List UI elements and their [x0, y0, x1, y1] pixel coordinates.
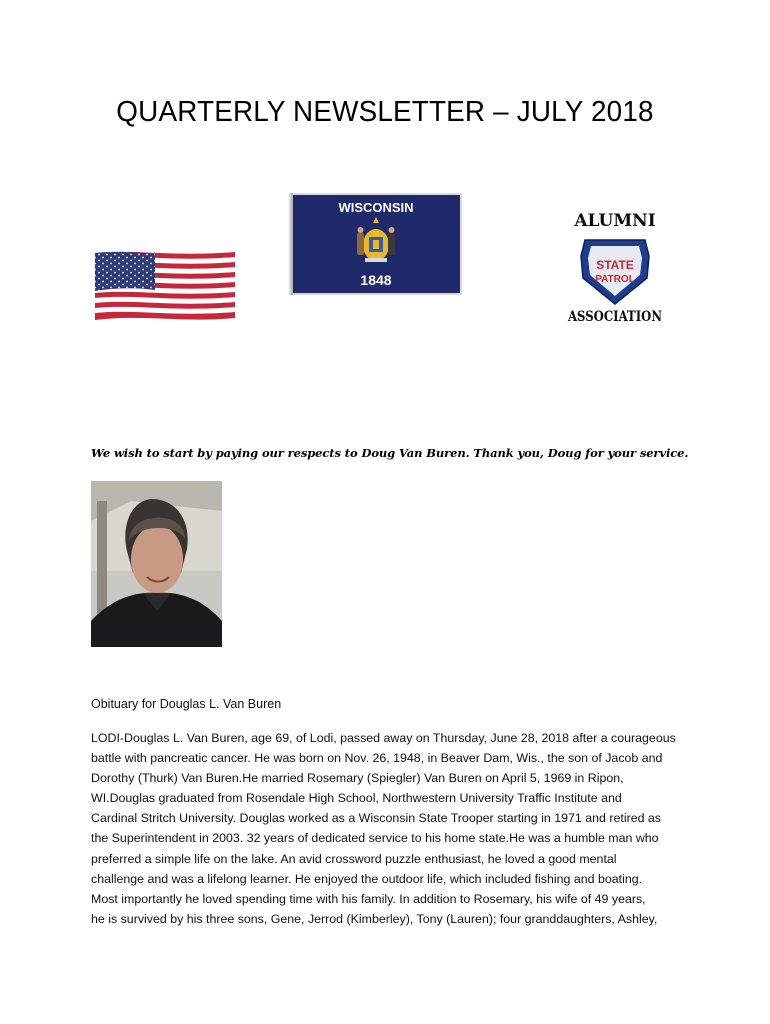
obituary-body — [91, 728, 681, 929]
obituary-line: the Superintendent in 2003. 32 years of dedicated service to his home state.He was a humble man who — [91, 831, 659, 846]
obituary-line: Most importantly he loved spending time with his family. In addition to Rosemary, his wife of 49 years, — [91, 891, 646, 906]
portrait-photo — [91, 481, 222, 647]
us-flag-image — [93, 250, 237, 325]
shield-text-patrol: PATROL — [595, 274, 635, 285]
wisconsin-flag-name: WISCONSIN — [338, 200, 414, 215]
alumni-logo-bottom-word: ASSOCIATION — [567, 309, 663, 325]
wisconsin-flag-image — [289, 193, 462, 295]
tribute-line: We wish to start by paying our respects to Doug Van Buren. Thank you, Doug for your service. — [91, 446, 689, 460]
alumni-logo-top-word: ALUMNI — [574, 211, 656, 231]
obituary-line: challenge and was a lifelong learner. He enjoyed the outdoor life, which included fishing and boating. — [91, 871, 643, 886]
obituary-line: Cardinal Stritch University. Douglas worked as a Wisconsin State Trooper starting in 1971 and retired as — [91, 811, 662, 826]
obituary-line: he is survived by his three sons, Gene, Jerrod (Kimberley), Tony (Lauren); four granddaughters, Ashley, — [91, 911, 658, 926]
page-title: QUARTERLY NEWSLETTER – JULY 2018 — [116, 96, 654, 128]
obituary-line: Dorothy (Thurk) Van Buren.He married Rosemary (Spiegler) Van Buren on April 5, 1969 in Ripon, — [91, 771, 624, 786]
obituary-heading: Obituary for Douglas L. Van Buren — [91, 697, 282, 711]
obituary-line: WI.Douglas graduated from Rosendale High School, Northwestern University Traffic Institute and — [91, 791, 622, 806]
obituary-line: preferred a simple life on the lake. An avid crossword puzzle enthusiast, he loved a good mental — [91, 851, 617, 866]
alumni-association-logo — [563, 208, 667, 326]
obituary-line: battle with pancreatic cancer. He was born on Nov. 26, 1948, in Beaver Dam, Wis., the son of Jacob and — [91, 751, 663, 766]
wisconsin-flag-year: 1848 — [360, 272, 392, 288]
obituary-line: LODI-Douglas L. Van Buren, age 69, of Lodi, passed away on Thursday, June 28, 2018 after a courageous — [91, 731, 676, 745]
shield-text-state: STATE — [596, 258, 634, 272]
